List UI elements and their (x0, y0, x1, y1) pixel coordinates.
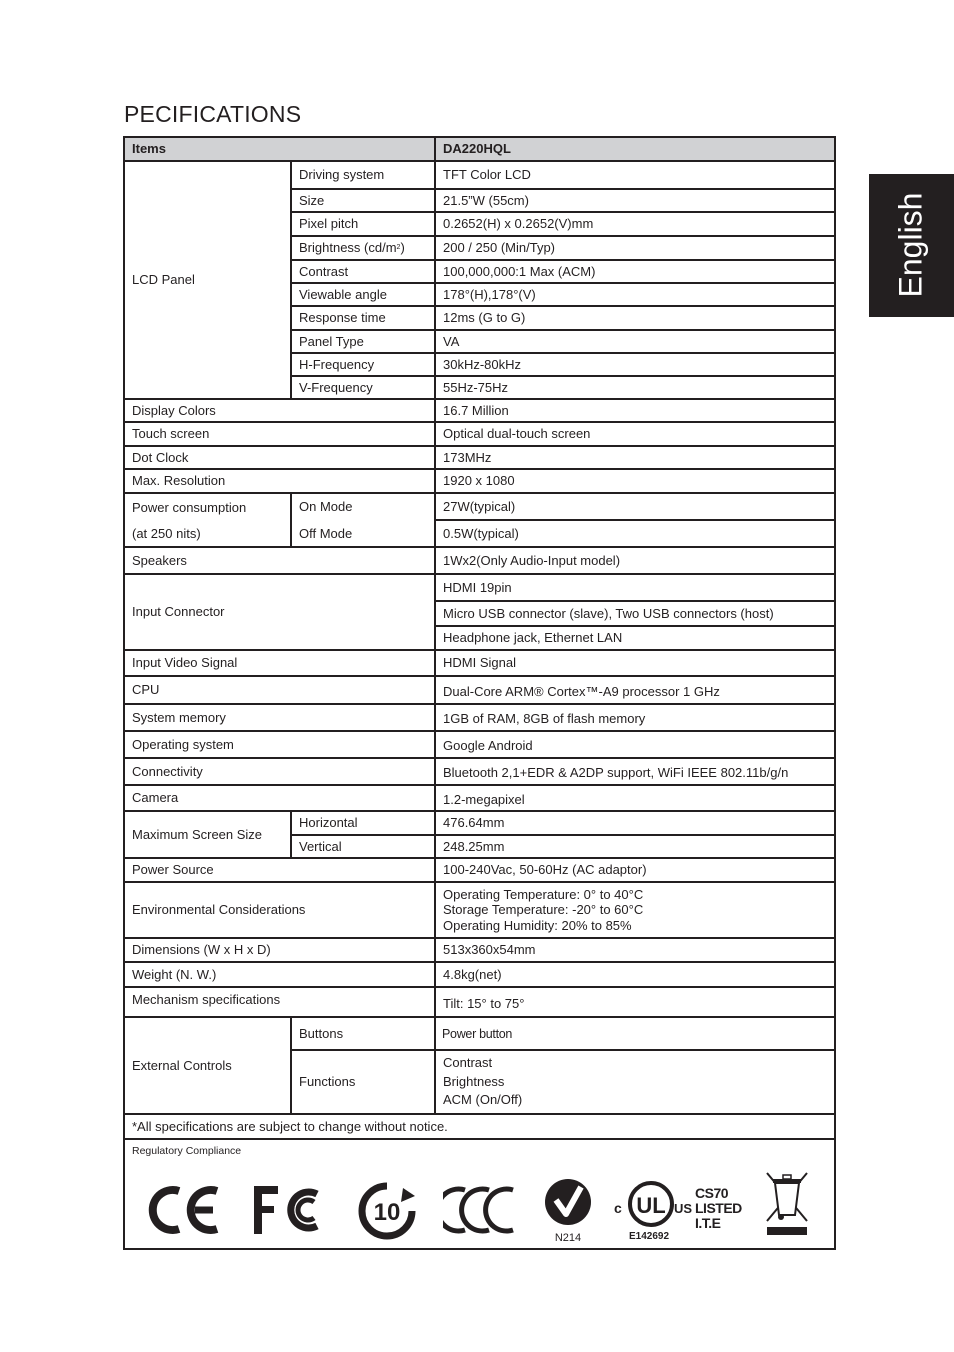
cs70-line2: LISTED (695, 1200, 742, 1216)
spec-h-frequency-label: H-Frequency (292, 354, 436, 377)
spec-dot-clock-label: Dot Clock (125, 447, 436, 470)
spec-cpu-label: CPU (125, 677, 436, 705)
spec-viewable-angle-label: Viewable angle (292, 284, 436, 307)
language-tab (869, 174, 954, 317)
spec-input-connector-label: Input Connector (125, 575, 436, 651)
rohs-number: 10 (373, 1199, 401, 1226)
spec-operating-system-label: Operating system (125, 732, 436, 759)
page-title: PECIFICATIONS (124, 101, 302, 127)
power-consumption-line1: Power consumption (132, 500, 247, 515)
spec-dot-clock-value: 173MHz (436, 447, 834, 470)
brightness-label-end: ) (400, 240, 405, 255)
spec-response-time-value: 12ms (G to G) (436, 307, 834, 331)
spec-mechanism-label: Mechanism specifications (125, 988, 436, 1018)
spec-panel-type-value: VA (436, 331, 834, 354)
spec-touch-screen-label: Touch screen (125, 423, 436, 447)
power-consumption-label (125, 494, 292, 548)
power-on-mode-label: On Mode (299, 499, 353, 514)
cs70-listed-mark (695, 1186, 745, 1231)
regulatory-label: Regulatory Compliance (132, 1145, 242, 1157)
spec-speakers-value: 1Wx2(Only Audio-Input model) (436, 548, 834, 575)
spec-connectivity-value: Bluetooth 2,1+EDR & A2DP support, WiFi IEEE 802.11b/g/n (436, 759, 834, 786)
spec-brightness-label: Brightness (cd/m 2 ) (292, 237, 436, 261)
spec-brightness-value: 200 / 250 (Min/Typ) (436, 237, 834, 261)
spec-pixel-pitch-value: 0.2652(H) x 0.2652(V)mm (436, 213, 834, 237)
spec-camera-label: Camera (125, 786, 436, 812)
spec-max-resolution-value: 1920 x 1080 (436, 470, 834, 494)
spec-operating-system-value: Google Android (436, 732, 834, 759)
spec-dimensions-value: 513x360x54mm (436, 939, 834, 963)
spec-environmental-label: Environmental Considerations (125, 883, 436, 939)
ce-mark-icon (145, 1183, 223, 1237)
spec-system-memory-label: System memory (125, 705, 436, 732)
spec-table (123, 136, 836, 1250)
spec-power-source-label: Power Source (125, 859, 436, 883)
brightness-label-text: Brightness (cd/m (299, 240, 397, 255)
max-screen-vertical-value: 248.25mm (436, 836, 834, 859)
max-screen-horizontal-label: Horizontal (292, 812, 436, 836)
cs70-line1: CS70 (695, 1185, 729, 1201)
spec-speakers-label: Speakers (125, 548, 436, 575)
max-screen-size-label: Maximum Screen Size (125, 812, 292, 859)
spec-size-value: 21.5”W (55cm) (436, 190, 834, 213)
power-off-mode-label: Off Mode (299, 526, 353, 541)
spec-camera-value: 1.2-megapixel (436, 786, 834, 812)
spec-v-frequency-value: 55Hz-75Hz (436, 377, 834, 400)
spec-contrast-label: Contrast (292, 261, 436, 284)
c-tick-icon (543, 1178, 593, 1244)
cs70-line3: I.T.E (695, 1215, 721, 1231)
spec-contrast-value: 100,000,000:1 Max (ACM) (436, 261, 834, 284)
weee-bin-icon (763, 1169, 811, 1241)
env-humidity: Operating Humidity: 20% to 85% (443, 917, 632, 933)
spec-environmental-values (436, 883, 834, 939)
spec-driving-system-value: TFT Color LCD (436, 162, 834, 190)
spec-v-frequency-label: V-Frequency (292, 377, 436, 400)
max-screen-vertical-label: Vertical (292, 836, 436, 859)
spec-display-colors-value: 16.7 Million (436, 400, 834, 423)
spec-response-time-label: Response time (292, 307, 436, 331)
ul-us-text: US (674, 1201, 693, 1216)
external-functions-values (436, 1051, 834, 1115)
header-model: DA220HQL (436, 138, 834, 162)
footnote: *All specifications are subject to change without notice. (125, 1115, 834, 1140)
spec-weight-label: Weight (N. W.) (125, 963, 436, 988)
ul-listed-icon (613, 1179, 693, 1243)
external-buttons-value: Power button (436, 1018, 834, 1051)
spec-size-label: Size (292, 190, 436, 213)
lcd-panel-label: LCD Panel (125, 162, 292, 400)
external-buttons-label: Buttons (292, 1018, 436, 1051)
ul-number: E142692 (628, 1231, 670, 1242)
env-storage-temp: Storage Temperature: -20° to 60°C (443, 902, 644, 918)
spec-cpu-value: Dual-Core ARM® Cortex™-A9 processor 1 GHz (436, 677, 834, 705)
function-brightness: Brightness (443, 1073, 505, 1089)
language-tab-label: English (892, 192, 929, 298)
ul-text: UL (636, 1193, 666, 1218)
spec-power-source-value: 100-240Vac, 50-60Hz (AC adaptor) (436, 859, 834, 883)
env-operating-temp: Operating Temperature: 0° to 40°C (443, 886, 644, 902)
power-off-mode-value: 0.5W(typical) (436, 521, 834, 548)
spec-max-resolution-label: Max. Resolution (125, 470, 436, 494)
header-items: Items (125, 138, 436, 162)
spec-input-video-label: Input Video Signal (125, 651, 436, 677)
spec-connectivity-label: Connectivity (125, 759, 436, 786)
spec-display-colors-label: Display Colors (125, 400, 436, 423)
function-contrast: Contrast (443, 1055, 493, 1071)
spec-viewable-angle-value: 178°(H),178°(V) (436, 284, 834, 307)
input-connector-value-2: Micro USB connector (slave), Two USB connectors (host) (436, 602, 834, 627)
external-functions-label: Functions (292, 1051, 436, 1115)
input-connector-value-3: Headphone jack, Ethernet LAN (436, 627, 834, 651)
function-acm: ACM (On/Off) (443, 1092, 523, 1108)
max-screen-horizontal-value: 476.64mm (436, 812, 834, 836)
spec-system-memory-value: 1GB of RAM, 8GB of flash memory (436, 705, 834, 732)
spec-h-frequency-value: 30kHz-80kHz (436, 354, 834, 377)
spec-mechanism-value: Tilt: 15° to 75° (436, 988, 834, 1018)
power-on-mode-value: 27W(typical) (436, 494, 834, 521)
spec-weight-value: 4.8kg(net) (436, 963, 834, 988)
ul-c-text: c (614, 1200, 622, 1216)
external-controls-label: External Controls (125, 1018, 292, 1115)
fcc-mark-icon (251, 1182, 329, 1238)
spec-driving-system-label: Driving system (292, 162, 436, 190)
ccc-mark-icon (443, 1184, 517, 1236)
input-connector-value-1: HDMI 19pin (436, 575, 834, 602)
power-consumption-line2: (at 250 nits) (132, 526, 201, 541)
rohs-10-icon (357, 1182, 417, 1240)
ctick-code: N214 (554, 1232, 582, 1244)
spec-touch-screen-value: Optical dual-touch screen (436, 423, 834, 447)
spec-pixel-pitch-label: Pixel pitch (292, 213, 436, 237)
spec-input-video-value: HDMI Signal (436, 651, 834, 677)
spec-panel-type-label: Panel Type (292, 331, 436, 354)
spec-dimensions-label: Dimensions (W x H x D) (125, 939, 436, 963)
power-mode-labels (292, 494, 436, 548)
